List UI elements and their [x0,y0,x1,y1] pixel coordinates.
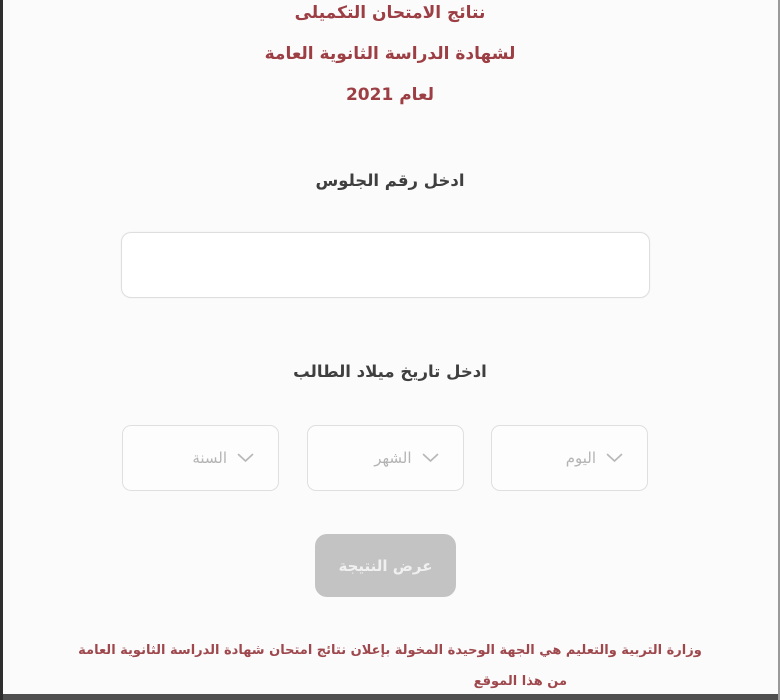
day-select-label: اليوم [565,449,596,467]
page-title-line-1: نتائج الامتحان التكميلى [294,3,486,23]
birthdate-label: ادخل تاريخ ميلاد الطالب [293,362,487,381]
day-select[interactable] [491,425,648,491]
chevron-down-icon [606,453,623,463]
month-select[interactable] [307,425,464,491]
seat-number-input[interactable] [121,232,650,298]
page-title-line-3: لعام 2021 [345,85,435,105]
year-select[interactable] [122,425,279,491]
seat-number-label: ادخل رقم الجلوس [315,171,465,190]
footer-disclaimer-line-2: من هذا الموقع [473,674,567,689]
page-title-line-2: لشهادة الدراسة الثانوية العامة [264,44,516,64]
show-result-button[interactable]: عرض النتيجة [315,534,456,597]
birthdate-selects-row [122,425,648,491]
page-header [0,0,780,116]
chevron-down-icon [237,453,254,463]
screen-edge-left-bar [0,0,3,700]
month-select-label: الشهر [374,449,412,467]
year-select-label: السنة [192,449,227,467]
chevron-down-icon [422,453,439,463]
screen-edge-bottom-bar [0,694,780,700]
footer-disclaimer-line-1: وزارة التربية والتعليم هي الجهة الوحيدة المخولة بإعلان نتائج امتحان شهادة الدراسة الثانوية العامة [78,643,702,658]
